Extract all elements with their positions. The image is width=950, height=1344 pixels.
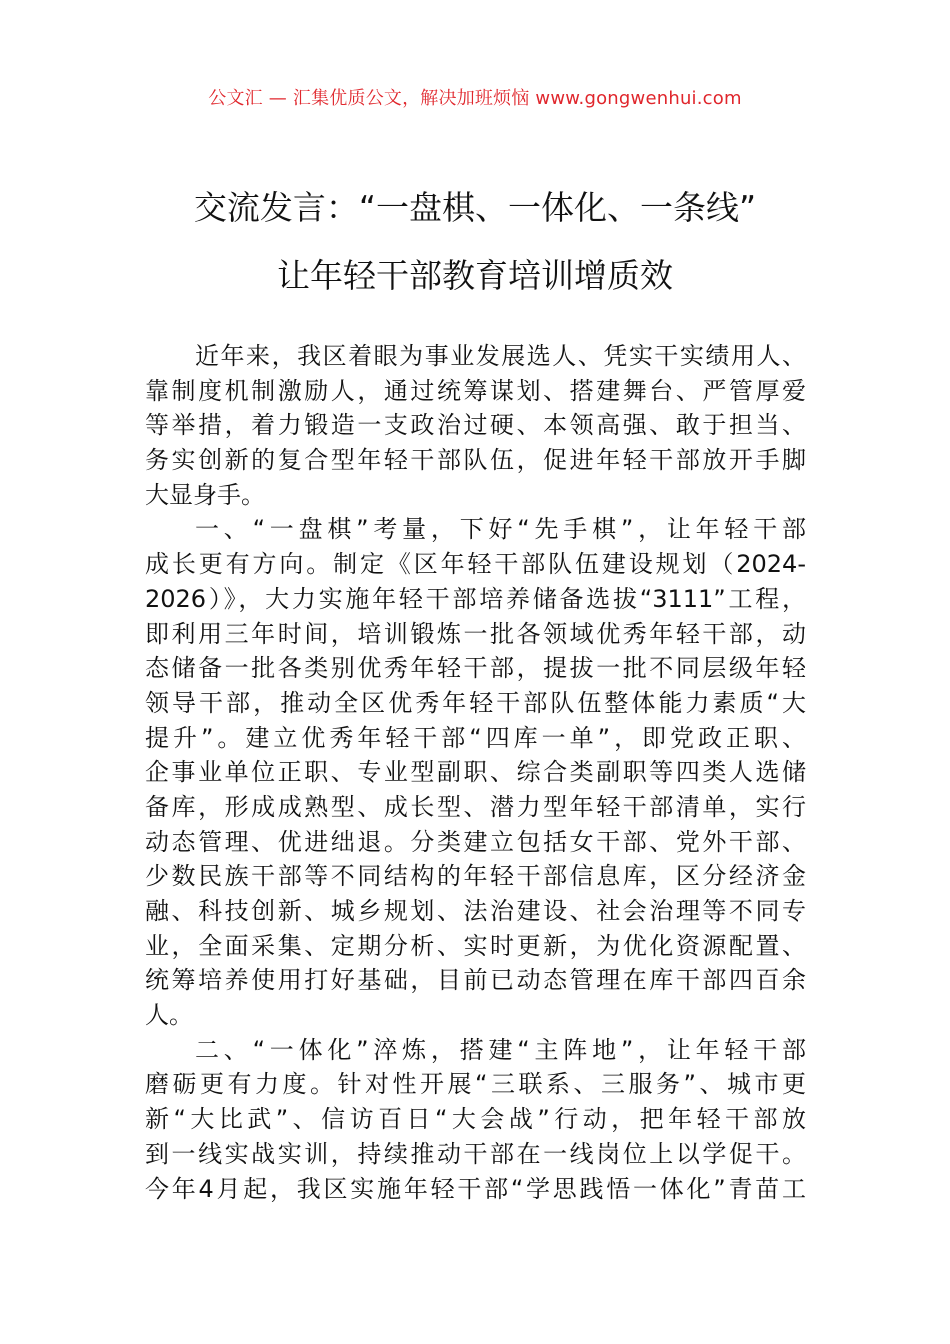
paragraph-line: 磨砺更有力度。针对性开展“三联系、三服务”、城市更 xyxy=(145,1070,806,1099)
paragraph-line: 二、“一体化”淬炼，搭建“主阵地”，让年轻干部 xyxy=(195,1035,806,1064)
paragraph-line: 即利用三年时间，培训锻炼一批各领域优秀年轻干部，动 xyxy=(145,619,806,648)
paragraph-line: 一、“一盘棋”考量，下好“先手棋”，让年轻干部 xyxy=(195,515,806,544)
paragraph-line: 新“大比武”、信访百日“大会战”行动，把年轻干部放 xyxy=(145,1105,806,1134)
paragraph-line: 等举措，着力锻造一支政治过硬、本领高强、敢于担当、 xyxy=(145,411,806,440)
document-title-line-2: 让年轻干部教育培训增质效 xyxy=(277,256,673,295)
paragraph-line: 少数民族干部等不同结构的年轻干部信息库，区分经济金 xyxy=(145,862,806,891)
paragraph-line: 业，全面采集、定期分析、实时更新，为优化资源配置、 xyxy=(145,931,806,960)
paragraph-line: 企事业单位正职、专业型副职、综合类副职等四类人选储 xyxy=(145,758,806,787)
paragraph-line: 融、科技创新、城乡规划、法治建设、社会治理等不同专 xyxy=(145,897,806,925)
paragraph-line: 今年4月起，我区实施年轻干部“学思践悟一体化”青苗工 xyxy=(145,1174,806,1203)
paragraph-line: 领导干部，推动全区优秀年轻干部队伍整体能力素质“大 xyxy=(145,688,806,717)
paragraph-line: 务实创新的复合型年轻干部队伍，促进年轻干部放开手脚 xyxy=(145,446,806,475)
document-title-line-1: 交流发言：“一盘棋、一体化、一条线” xyxy=(193,188,757,227)
paragraph-line: 成长更有方向。制定《区年轻干部队伍建设规划（2024- xyxy=(145,550,806,579)
paragraph-line: 到一线实战实训，持续推动干部在一线岗位上以学促干。 xyxy=(145,1139,806,1168)
document-body xyxy=(145,339,806,1206)
paragraph-line: 靠制度机制激励人，通过统筹谋划、搭建舞台、严管厚爱 xyxy=(145,376,806,405)
paragraph-line: 态储备一批各类别优秀年轻干部，提拔一批不同层级年轻 xyxy=(145,654,806,683)
paragraph xyxy=(145,1033,806,1206)
paragraph-line: 统筹培养使用打好基础，目前已动态管理在库干部四百余 xyxy=(145,966,806,995)
paragraph-line: 提升”。建立优秀年轻干部“四库一单”，即党政正职、 xyxy=(145,723,806,752)
paragraph xyxy=(145,512,806,1032)
paragraph-line: 2026）》，大力实施年轻干部培养储备选拔“3111”工程， xyxy=(145,584,806,613)
paragraph-line: 大显身手。 xyxy=(145,480,265,509)
paragraph-line: 近年来，我区着眼为事业发展选人、凭实干实绩用人、 xyxy=(195,342,806,370)
watermark-header: 公文汇 — 汇集优质公文，解决加班烦恼 www.gongwenhui.com xyxy=(208,88,742,109)
paragraph-line: 备库，形成成熟型、成长型、潜力型年轻干部清单，实行 xyxy=(145,792,806,821)
paragraph xyxy=(145,339,806,512)
paragraph-line: 人。 xyxy=(145,1001,193,1030)
paragraph-line: 动态管理、优进绌退。分类建立包括女干部、党外干部、 xyxy=(145,827,806,856)
